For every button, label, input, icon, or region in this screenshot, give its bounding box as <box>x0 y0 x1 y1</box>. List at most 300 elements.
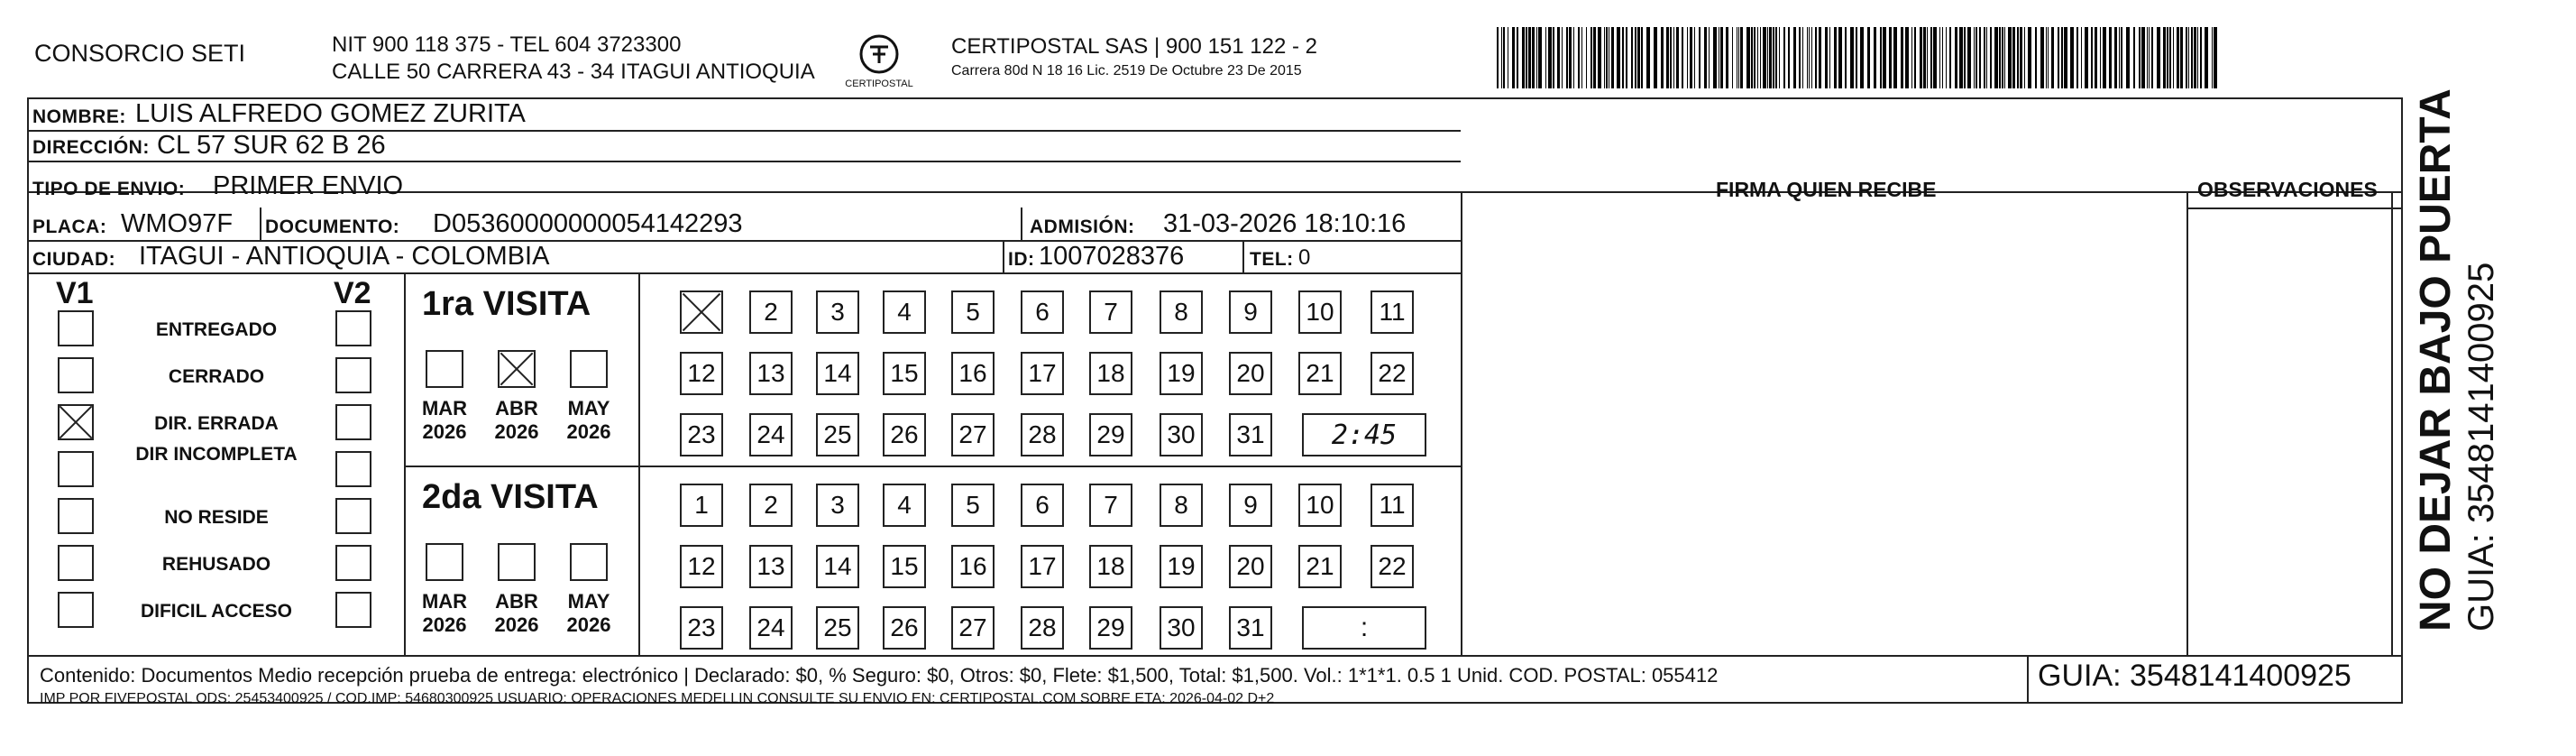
day-box[interactable] <box>1298 290 1342 334</box>
day-number: 5 <box>966 491 980 519</box>
barcode-bar <box>1670 27 1672 88</box>
barcode-bar <box>1986 27 1987 88</box>
v1-checkbox[interactable] <box>58 357 94 393</box>
barcode-bar <box>1635 27 1636 88</box>
barcode-bar <box>1497 27 1499 88</box>
day-number: 8 <box>1174 298 1188 326</box>
day-box[interactable] <box>1298 545 1342 588</box>
day-number: 13 <box>756 552 785 580</box>
footer-print-info: IMP POR FIVEPOSTAL ODS: 25453400925 / COD.IMP: 54680300925 USUARIO: OPERACIONES MEDELLIN CONSULTE SU ENVIO EN: CERTIPOSTAL.COM SOBRE ETA: 2026-04-02 D+2 <box>40 691 1275 706</box>
day-number: 4 <box>897 491 912 519</box>
barcode-bar <box>2214 27 2217 88</box>
day-number: 27 <box>958 420 987 448</box>
barcode-bar <box>2076 27 2078 88</box>
day-number: 10 <box>1306 298 1334 326</box>
license-line: Carrera 80d N 18 16 Lic. 2519 De Octubre 23 De 2015 <box>951 63 1302 78</box>
day-number: 3 <box>830 298 845 326</box>
day-number: 28 <box>1028 613 1057 641</box>
barcode-bar <box>1883 27 1886 88</box>
day-box[interactable] <box>883 290 926 334</box>
barcode-bar <box>2197 27 2198 88</box>
barcode-bar <box>1834 27 1837 88</box>
day-number: 21 <box>1306 359 1334 387</box>
month-checkbox[interactable] <box>498 350 536 388</box>
day-box[interactable] <box>1021 545 1064 588</box>
barcode-bar <box>2157 27 2160 88</box>
barcode-bar <box>1845 27 1847 88</box>
day-number: 27 <box>958 613 987 641</box>
v1-checkbox[interactable] <box>58 404 94 440</box>
barcode-bar <box>1586 27 1587 88</box>
barcode-bar <box>1536 27 1537 88</box>
day-number: 23 <box>687 613 716 641</box>
day-box[interactable] <box>749 352 793 395</box>
barcode-bar <box>1959 27 1963 88</box>
barcode-bar <box>1512 27 1515 88</box>
barcode-bar <box>1720 27 1723 88</box>
barcode-bar <box>1501 27 1502 88</box>
day-box[interactable] <box>1229 606 1272 650</box>
barcode-bar <box>2114 27 2117 88</box>
day-box[interactable] <box>883 352 926 395</box>
barcode-bar <box>1704 27 1707 88</box>
day-number: 2 <box>764 298 778 326</box>
day-box[interactable] <box>1371 545 1414 588</box>
day-box[interactable] <box>1371 352 1414 395</box>
barcode-bar <box>1526 27 1527 88</box>
day-box[interactable] <box>1089 545 1132 588</box>
day-box[interactable] <box>1021 606 1064 650</box>
barcode-bar <box>2012 27 2015 88</box>
direccion-value: CL 57 SUR 62 B 26 <box>157 131 386 160</box>
day-number: 20 <box>1236 552 1265 580</box>
day-box[interactable] <box>951 484 995 527</box>
day-box[interactable] <box>1160 484 1203 527</box>
barcode-bar <box>2177 27 2179 88</box>
barcode-bar <box>1927 27 1928 88</box>
tel-label: TEL: <box>1250 249 1294 270</box>
day-box[interactable] <box>951 606 995 650</box>
barcode-bar <box>1593 27 1596 88</box>
barcode-bar <box>1581 27 1582 88</box>
documento-value: D05360000000054142293 <box>433 209 743 238</box>
day-number: 9 <box>1243 491 1258 519</box>
day-box[interactable] <box>1229 484 1272 527</box>
nombre-label: NOMBRE: <box>32 106 126 127</box>
barcode-bar <box>1682 27 1683 88</box>
day-number: 5 <box>966 298 980 326</box>
address-line: CALLE 50 CARRERA 43 - 34 ITAGUI ANTIOQUIA <box>332 60 815 84</box>
barcode-bar <box>2119 27 2120 88</box>
barcode-bar <box>2100 27 2101 88</box>
status-reason-label: ENTREGADO <box>155 319 278 340</box>
barcode-bar <box>1788 27 1790 88</box>
barcode-bar <box>2205 27 2208 88</box>
barcode-bar <box>1829 27 1830 88</box>
day-box[interactable] <box>1229 413 1272 456</box>
barcode-bar <box>2064 27 2067 88</box>
barcode-bar <box>1889 27 1892 88</box>
day-box[interactable] <box>680 606 723 650</box>
barcode-bar <box>2008 27 2012 88</box>
barcode-bar <box>2212 27 2213 88</box>
day-number: 18 <box>1096 552 1125 580</box>
barcode-bar <box>1914 27 1916 88</box>
barcode-bar <box>1767 27 1768 88</box>
visit-time-value: 2:45 <box>1331 419 1398 451</box>
barcode-bar <box>1911 27 1912 88</box>
barcode-bar <box>1553 27 1554 88</box>
day-box[interactable] <box>1298 352 1342 395</box>
v2-checkbox[interactable] <box>335 545 371 581</box>
v1-checkbox[interactable] <box>58 451 94 487</box>
barcode-bar <box>1690 27 1692 88</box>
day-box[interactable] <box>749 545 793 588</box>
day-box[interactable] <box>1089 484 1132 527</box>
day-number: 14 <box>823 359 852 387</box>
day-box[interactable] <box>816 606 859 650</box>
barcode-bar <box>2095 27 2097 88</box>
barcode-bar <box>1793 27 1796 88</box>
v2-checkbox[interactable] <box>335 310 371 346</box>
day-number: 19 <box>1167 552 1196 580</box>
day-number: 19 <box>1167 359 1196 387</box>
barcode-bar <box>2121 27 2122 88</box>
day-number: 18 <box>1096 359 1125 387</box>
company-name: CONSORCIO SETI <box>34 40 246 67</box>
status-reason-label: DIFICIL ACCESO <box>140 601 292 622</box>
barcode-bar <box>2169 27 2171 88</box>
day-box[interactable] <box>1371 290 1414 334</box>
month-year: 2026 <box>566 613 611 636</box>
barcode-bar <box>1930 27 1932 88</box>
barcode-bar <box>1654 27 1657 88</box>
day-box[interactable] <box>1021 290 1064 334</box>
barcode-bar <box>1964 27 1966 88</box>
v2-checkbox[interactable] <box>335 404 371 440</box>
barcode-bar <box>1694 27 1695 88</box>
day-number: 29 <box>1096 420 1125 448</box>
day-box[interactable] <box>1089 606 1132 650</box>
barcode-bar <box>2147 27 2148 88</box>
barcode-bar <box>1591 27 1592 88</box>
v1-checkbox[interactable] <box>58 545 94 581</box>
day-number: 6 <box>1035 298 1050 326</box>
barcode-bar <box>1760 27 1761 88</box>
v1-checkbox[interactable] <box>58 592 94 628</box>
month-name: ABR <box>495 590 538 613</box>
barcode-bar <box>1799 27 1801 88</box>
day-number: 15 <box>890 552 919 580</box>
barcode-bar <box>2173 27 2174 88</box>
month-checkbox[interactable] <box>426 350 463 388</box>
barcode-bar <box>2194 27 2196 88</box>
day-number: 30 <box>1167 613 1196 641</box>
month-label <box>485 397 548 444</box>
day-box[interactable] <box>1160 413 1203 456</box>
nombre-value: LUIS ALFREDO GOMEZ ZURITA <box>135 99 526 128</box>
barcode-bar <box>2061 27 2063 88</box>
day-box[interactable] <box>951 290 995 334</box>
day-number: 22 <box>1378 552 1407 580</box>
barcode-bar <box>2188 27 2189 88</box>
day-box[interactable] <box>1160 606 1203 650</box>
day-box[interactable] <box>1298 484 1342 527</box>
barcode-bar <box>2051 27 2054 88</box>
barcode-bar <box>2024 27 2025 88</box>
barcode-bar <box>1955 27 1957 88</box>
barcode-bar <box>1811 27 1812 88</box>
day-number: 7 <box>1104 491 1118 519</box>
day-box[interactable] <box>883 484 926 527</box>
footer-guia: GUIA: 3548141400925 <box>2038 659 2351 693</box>
barcode-bar <box>1578 27 1580 88</box>
barcode-bar <box>2002 27 2003 88</box>
barcode-bar <box>2048 27 2049 88</box>
admision-label: ADMISIÓN: <box>1030 217 1135 237</box>
day-box[interactable] <box>1371 484 1414 527</box>
day-box[interactable] <box>680 352 723 395</box>
v1-checkbox[interactable] <box>58 498 94 534</box>
day-box[interactable] <box>816 484 859 527</box>
v2-checkbox[interactable] <box>335 357 371 393</box>
day-box[interactable] <box>680 484 723 527</box>
barcode-bar <box>1562 27 1563 88</box>
id-label: ID: <box>1008 249 1035 270</box>
barcode-bar <box>1713 27 1717 88</box>
month-checkbox[interactable] <box>426 543 463 581</box>
day-box[interactable] <box>816 545 859 588</box>
day-number: 25 <box>823 613 852 641</box>
barcode-bar <box>1901 27 1903 88</box>
barcode-bar <box>1699 27 1701 88</box>
day-box[interactable] <box>749 606 793 650</box>
barcode-bar <box>1626 27 1627 88</box>
barcode-bar <box>1976 27 1977 88</box>
barcode-bar <box>1676 27 1679 88</box>
day-number: 26 <box>890 420 919 448</box>
day-box[interactable] <box>1160 352 1203 395</box>
day-box[interactable] <box>951 545 995 588</box>
day-box[interactable] <box>816 352 859 395</box>
barcode-bar <box>1566 27 1568 88</box>
day-box[interactable] <box>1021 484 1064 527</box>
barcode-bar <box>1532 27 1535 88</box>
certipostal-logo <box>830 27 929 99</box>
day-number: 17 <box>1028 552 1057 580</box>
barcode-bar <box>2141 27 2145 88</box>
month-checkbox[interactable] <box>570 543 608 581</box>
barcode-bar <box>1673 27 1674 88</box>
status-reason-label: REHUSADO <box>161 554 271 575</box>
day-number: 6 <box>1035 491 1050 519</box>
barcode-bar <box>1661 27 1664 88</box>
visit-time-box[interactable] <box>1302 413 1426 456</box>
day-box[interactable] <box>883 545 926 588</box>
tipo-envio-value: PRIMER ENVIO <box>213 171 404 200</box>
no-dejar-bajo-puerta: NO DEJAR BAJO PUERTA <box>2412 88 2460 632</box>
day-box[interactable] <box>1160 290 1203 334</box>
v2-checkbox[interactable] <box>335 592 371 628</box>
day-box[interactable] <box>1089 352 1132 395</box>
barcode-bar <box>1763 27 1766 88</box>
barcode-bar <box>1732 27 1733 88</box>
v2-checkbox[interactable] <box>335 498 371 534</box>
day-box[interactable] <box>749 484 793 527</box>
v2-checkbox[interactable] <box>335 451 371 487</box>
day-number: 15 <box>890 359 919 387</box>
documento-label: DOCUMENTO: <box>265 217 400 237</box>
logo-text: CERTIPOSTAL <box>845 78 913 89</box>
day-box[interactable] <box>749 290 793 334</box>
barcode-bar <box>2151 27 2153 88</box>
day-number: 25 <box>823 420 852 448</box>
day-number: 31 <box>1236 613 1265 641</box>
day-number: 7 <box>1104 298 1118 326</box>
barcode-bar <box>1880 27 1882 88</box>
barcode-bar <box>1631 27 1633 88</box>
barcode-bar <box>1920 27 1922 88</box>
day-box[interactable] <box>883 606 926 650</box>
day-box[interactable] <box>680 545 723 588</box>
day-number: 3 <box>830 491 845 519</box>
month-checkbox[interactable] <box>498 543 536 581</box>
day-number: 11 <box>1379 491 1406 519</box>
barcode-bar <box>1856 27 1857 88</box>
barcode-bar <box>1990 27 1992 88</box>
barcode-bar <box>2085 27 2088 88</box>
observaciones-header: OBSERVACIONES <box>2197 178 2378 201</box>
day-box[interactable] <box>749 413 793 456</box>
v2-header: V2 <box>334 276 371 310</box>
barcode-bar <box>1709 27 1710 88</box>
barcode-bar <box>2040 27 2044 88</box>
barcode-bar <box>1974 27 1975 88</box>
barcode-bar <box>1946 27 1947 88</box>
day-number: 29 <box>1096 613 1125 641</box>
month-label <box>485 590 548 637</box>
day-number: 12 <box>687 359 716 387</box>
day-number: 2 <box>764 491 778 519</box>
barcode-bar <box>2133 27 2135 88</box>
barcode-bar <box>1949 27 1951 88</box>
tel-value: 0 <box>1298 245 1311 270</box>
barcode-bar <box>1933 27 1937 88</box>
v1-checkbox[interactable] <box>58 310 94 346</box>
barcode-bar <box>2191 27 2193 88</box>
barcode-bar <box>2167 27 2168 88</box>
barcode-bar <box>1646 27 1650 88</box>
barcode-bar <box>1598 27 1601 88</box>
day-number: 24 <box>756 613 785 641</box>
barcode-bar <box>1802 27 1803 88</box>
day-number: 23 <box>687 420 716 448</box>
footer-contents: Contenido: Documentos Medio recepción prueba de entrega: electrónico | Declarado: $0, % Seguro: $0, Otros: $0, Flete: $1,500, Total: $1,500. Vol.: 1*1*1. 0.5 1 Unid. COD. POSTAL: 055412 <box>40 664 1719 687</box>
day-box[interactable] <box>1021 413 1064 456</box>
month-label <box>557 590 620 637</box>
month-year: 2026 <box>494 420 539 443</box>
ciudad-label: CIUDAD: <box>32 249 116 270</box>
barcode-bar <box>2139 27 2141 88</box>
barcode-bar <box>2046 27 2047 88</box>
day-box[interactable] <box>816 290 859 334</box>
day-number: 16 <box>958 552 987 580</box>
barcode-bar <box>2126 27 2130 88</box>
day-box[interactable] <box>1021 352 1064 395</box>
day-box[interactable] <box>680 413 723 456</box>
barcode-bar <box>2081 27 2082 88</box>
day-box[interactable] <box>1229 352 1272 395</box>
day-box[interactable] <box>1089 290 1132 334</box>
month-name: MAR <box>421 397 468 419</box>
day-number: 21 <box>1306 552 1334 580</box>
barcode-bar <box>1807 27 1808 88</box>
barcode-bar <box>1825 27 1828 88</box>
month-year: 2026 <box>422 613 467 636</box>
day-number: 28 <box>1028 420 1057 448</box>
v1-header: V1 <box>56 276 94 310</box>
day-box[interactable] <box>1160 545 1203 588</box>
status-reason-label: CERRADO <box>168 366 265 387</box>
day-box[interactable] <box>816 413 859 456</box>
month-label <box>413 590 476 637</box>
month-year: 2026 <box>566 420 611 443</box>
barcode-bar <box>2103 27 2106 88</box>
month-year: 2026 <box>494 613 539 636</box>
barcode-bar <box>1545 27 1546 88</box>
day-number: 8 <box>1174 491 1188 519</box>
barcode-bar <box>1538 27 1542 88</box>
barcode-bar <box>1641 27 1643 88</box>
barcode-bar <box>1999 27 2001 88</box>
day-box[interactable] <box>1089 413 1132 456</box>
barcode-bar <box>1874 27 1876 88</box>
barcode-bar <box>1573 27 1574 88</box>
barcode-bar <box>1726 27 1728 88</box>
barcode-bar <box>1984 27 1985 88</box>
barcode-bar <box>1569 27 1572 88</box>
day-box[interactable] <box>951 352 995 395</box>
barcode-bar <box>1528 27 1531 88</box>
barcode-bar <box>2109 27 2112 88</box>
day-number: 9 <box>1243 298 1258 326</box>
barcode-bar <box>1967 27 1971 88</box>
day-number: 31 <box>1236 420 1265 448</box>
day-box[interactable] <box>1229 545 1272 588</box>
barcode-bar <box>1738 27 1739 88</box>
barcode-bar <box>2058 27 2059 88</box>
day-number: 30 <box>1167 420 1196 448</box>
barcode-bar <box>2004 27 2005 88</box>
month-name: MAY <box>567 397 610 419</box>
day-box[interactable] <box>951 413 995 456</box>
barcode-bar <box>1557 27 1560 88</box>
tipo-envio-label: TIPO DE ENVIO: <box>32 179 186 199</box>
barcode-bar <box>2017 27 2019 88</box>
day-box[interactable] <box>1229 290 1272 334</box>
barcode-bar <box>1611 27 1614 88</box>
visit-time-box[interactable] <box>1302 606 1426 650</box>
barcode-bar <box>1666 27 1669 88</box>
day-box[interactable] <box>680 290 723 334</box>
barcode-bar <box>1606 27 1608 88</box>
month-checkbox[interactable] <box>570 350 608 388</box>
day-number: 10 <box>1306 491 1334 519</box>
day-box[interactable] <box>883 413 926 456</box>
placa-value: WMO97F <box>121 209 234 238</box>
day-number: 20 <box>1236 359 1265 387</box>
barcode-bar <box>1819 27 1821 88</box>
